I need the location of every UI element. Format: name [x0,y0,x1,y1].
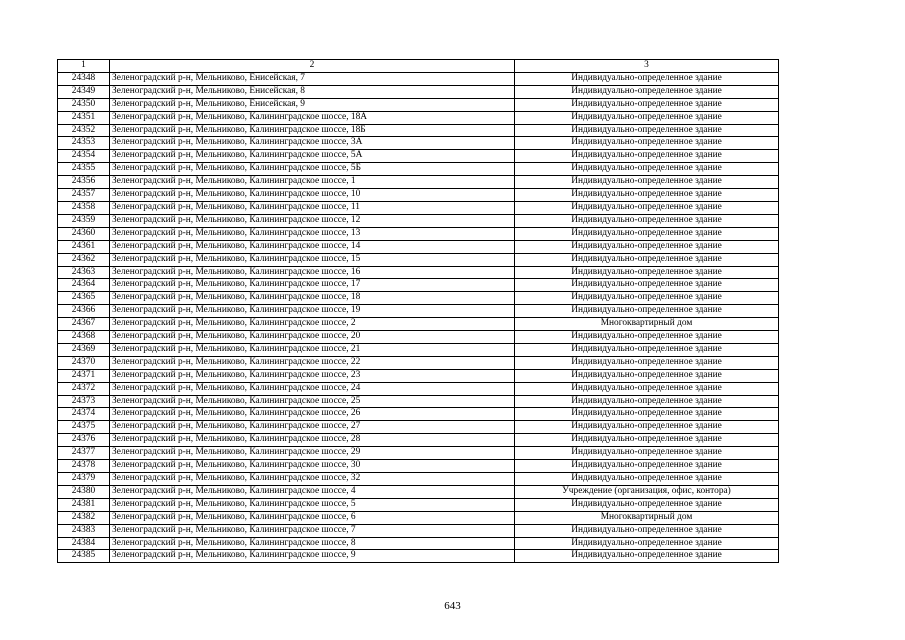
row-address: Зеленоградский р-н, Мельниково, Калининградское шоссе, 26 [110,408,515,421]
row-object-type: Индивидуально-определенное здание [515,240,779,253]
row-object-type: Индивидуально-определенное здание [515,434,779,447]
row-number: 24359 [58,214,110,227]
row-address: Зеленоградский р-н, Мельниково, Калининградское шоссе, 12 [110,214,515,227]
row-address: Зеленоградский р-н, Мельниково, Калининградское шоссе, 18 [110,292,515,305]
row-address: Зеленоградский р-н, Мельниково, Калининградское шоссе, 1 [110,176,515,189]
row-address: Зеленоградский р-н, Мельниково, Калининградское шоссе, 4 [110,485,515,498]
row-object-type: Индивидуально-определенное здание [515,305,779,318]
row-number: 24383 [58,524,110,537]
row-number: 24357 [58,189,110,202]
row-object-type: Индивидуально-определенное здание [515,292,779,305]
row-number: 24368 [58,331,110,344]
row-object-type: Индивидуально-определенное здание [515,124,779,137]
table-row [58,305,779,318]
row-object-type: Индивидуально-определенное здание [515,85,779,98]
row-object-type: Индивидуально-определенное здание [515,498,779,511]
table-row [58,201,779,214]
table-row [58,227,779,240]
registry-table [57,59,779,563]
table-row [58,176,779,189]
table-row [58,485,779,498]
row-object-type: Индивидуально-определенное здание [515,421,779,434]
table-row [58,524,779,537]
row-address: Зеленоградский р-н, Мельниково, Калининградское шоссе, 8 [110,537,515,550]
table-row [58,137,779,150]
row-object-type: Индивидуально-определенное здание [515,395,779,408]
row-address: Зеленоградский р-н, Мельниково, Калининградское шоссе, 10 [110,189,515,202]
row-object-type: Индивидуально-определенное здание [515,460,779,473]
row-number: 24363 [58,266,110,279]
row-number: 24378 [58,460,110,473]
row-object-type: Индивидуально-определенное здание [515,189,779,202]
row-object-type: Индивидуально-определенное здание [515,447,779,460]
row-object-type: Индивидуально-определенное здание [515,201,779,214]
row-number: 24353 [58,137,110,150]
row-number: 24360 [58,227,110,240]
row-object-type: Индивидуально-определенное здание [515,253,779,266]
row-number: 24369 [58,343,110,356]
row-object-type: Многоквартирный дом [515,318,779,331]
row-address: Зеленоградский р-н, Мельниково, Калининградское шоссе, 32 [110,473,515,486]
table-row [58,550,779,563]
row-number: 24361 [58,240,110,253]
table-body [58,72,779,562]
header-col-2: 2 [110,60,515,73]
table-header-row [58,60,779,73]
row-address: Зеленоградский р-н, Мельниково, Калининградское шоссе, 24 [110,382,515,395]
row-number: 24352 [58,124,110,137]
row-object-type: Индивидуально-определенное здание [515,227,779,240]
row-number: 24351 [58,111,110,124]
row-number: 24372 [58,382,110,395]
table-row [58,382,779,395]
row-address: Зеленоградский р-н, Мельниково, Калининградское шоссе, 21 [110,343,515,356]
table-row [58,511,779,524]
table-row [58,253,779,266]
row-address: Зеленоградский р-н, Мельниково, Калининградское шоссе, 25 [110,395,515,408]
row-object-type: Индивидуально-определенное здание [515,266,779,279]
row-address: Зеленоградский р-н, Мельниково, Калининградское шоссе, 20 [110,331,515,344]
row-object-type: Индивидуально-определенное здание [515,382,779,395]
row-address: Зеленоградский р-н, Мельниково, Калининградское шоссе, 5А [110,150,515,163]
row-address: Зеленоградский р-н, Мельниково, Калининградское шоссе, 19 [110,305,515,318]
table-row [58,124,779,137]
page-number: 643 [444,600,461,612]
row-address: Зеленоградский р-н, Мельниково, Калининградское шоссе, 14 [110,240,515,253]
row-address: Зеленоградский р-н, Мельниково, Калининградское шоссе, 5Б [110,163,515,176]
row-number: 24366 [58,305,110,318]
table-row [58,408,779,421]
row-number: 24379 [58,473,110,486]
table-row [58,343,779,356]
row-object-type: Индивидуально-определенное здание [515,176,779,189]
row-number: 24350 [58,98,110,111]
row-number: 24364 [58,279,110,292]
row-address: Зеленоградский р-н, Мельниково, Калининградское шоссе, 11 [110,201,515,214]
row-number: 24374 [58,408,110,421]
table-row [58,163,779,176]
table-row [58,214,779,227]
row-address: Зеленоградский р-н, Мельниково, Енисейская, 8 [110,85,515,98]
row-number: 24381 [58,498,110,511]
row-number: 24356 [58,176,110,189]
table-row [58,85,779,98]
row-object-type: Индивидуально-определенное здание [515,524,779,537]
row-object-type: Индивидуально-определенное здание [515,150,779,163]
row-object-type: Многоквартирный дом [515,511,779,524]
row-address: Зеленоградский р-н, Мельниково, Калининградское шоссе, 18А [110,111,515,124]
row-number: 24377 [58,447,110,460]
table-row [58,150,779,163]
row-address: Зеленоградский р-н, Мельниково, Калининградское шоссе, 15 [110,253,515,266]
row-number: 24373 [58,395,110,408]
table-row [58,318,779,331]
row-address: Зеленоградский р-н, Мельниково, Калининградское шоссе, 3А [110,137,515,150]
table-row [58,98,779,111]
table-row [58,356,779,369]
row-number: 24371 [58,369,110,382]
table-row [58,111,779,124]
row-object-type: Индивидуально-определенное здание [515,356,779,369]
row-address: Зеленоградский р-н, Мельниково, Калининградское шоссе, 29 [110,447,515,460]
row-object-type: Индивидуально-определенное здание [515,473,779,486]
table-row [58,189,779,202]
row-number: 24367 [58,318,110,331]
row-object-type: Индивидуально-определенное здание [515,408,779,421]
row-object-type: Индивидуально-определенное здание [515,111,779,124]
table-row [58,498,779,511]
table-row [58,421,779,434]
row-address: Зеленоградский р-н, Мельниково, Калининградское шоссе, 6 [110,511,515,524]
table-row [58,331,779,344]
row-object-type: Индивидуально-определенное здание [515,137,779,150]
row-number: 24362 [58,253,110,266]
row-address: Зеленоградский р-н, Мельниково, Енисейская, 7 [110,72,515,85]
row-object-type: Индивидуально-определенное здание [515,163,779,176]
table-row [58,369,779,382]
row-number: 24349 [58,85,110,98]
row-address: Зеленоградский р-н, Мельниково, Калининградское шоссе, 18Б [110,124,515,137]
row-address: Зеленоградский р-н, Мельниково, Енисейская, 9 [110,98,515,111]
table-row [58,460,779,473]
table-row [58,395,779,408]
row-number: 24375 [58,421,110,434]
row-number: 24376 [58,434,110,447]
row-number: 24370 [58,356,110,369]
header-col-1: 1 [58,60,110,73]
table-row [58,72,779,85]
table-row [58,266,779,279]
row-address: Зеленоградский р-н, Мельниково, Калининградское шоссе, 27 [110,421,515,434]
row-object-type: Индивидуально-определенное здание [515,72,779,85]
row-address: Зеленоградский р-н, Мельниково, Калининградское шоссе, 30 [110,460,515,473]
row-object-type: Индивидуально-определенное здание [515,550,779,563]
row-object-type: Индивидуально-определенное здание [515,537,779,550]
row-address: Зеленоградский р-н, Мельниково, Калининградское шоссе, 22 [110,356,515,369]
row-object-type: Индивидуально-определенное здание [515,214,779,227]
row-address: Зеленоградский р-н, Мельниково, Калининградское шоссе, 13 [110,227,515,240]
row-object-type: Индивидуально-определенное здание [515,369,779,382]
row-address: Зеленоградский р-н, Мельниково, Калининградское шоссе, 7 [110,524,515,537]
table-row [58,447,779,460]
row-number: 24380 [58,485,110,498]
row-address: Зеленоградский р-н, Мельниково, Калининградское шоссе, 17 [110,279,515,292]
row-number: 24348 [58,72,110,85]
table-row [58,537,779,550]
row-object-type: Учреждение (организация, офис, контора) [515,485,779,498]
row-object-type: Индивидуально-определенное здание [515,98,779,111]
row-object-type: Индивидуально-определенное здание [515,343,779,356]
row-number: 24382 [58,511,110,524]
row-number: 24358 [58,201,110,214]
row-address: Зеленоградский р-н, Мельниково, Калининградское шоссе, 2 [110,318,515,331]
row-address: Зеленоградский р-н, Мельниково, Калининградское шоссе, 28 [110,434,515,447]
row-number: 24384 [58,537,110,550]
header-col-3: 3 [515,60,779,73]
table-row [58,292,779,305]
table-row [58,473,779,486]
row-number: 24355 [58,163,110,176]
row-address: Зеленоградский р-н, Мельниково, Калининградское шоссе, 9 [110,550,515,563]
row-object-type: Индивидуально-определенное здание [515,279,779,292]
row-address: Зеленоградский р-н, Мельниково, Калининградское шоссе, 16 [110,266,515,279]
row-address: Зеленоградский р-н, Мельниково, Калининградское шоссе, 23 [110,369,515,382]
table-row [58,434,779,447]
row-address: Зеленоградский р-н, Мельниково, Калининградское шоссе, 5 [110,498,515,511]
row-number: 24365 [58,292,110,305]
row-number: 24354 [58,150,110,163]
row-object-type: Индивидуально-определенное здание [515,331,779,344]
table-row [58,240,779,253]
row-number: 24385 [58,550,110,563]
table-row [58,279,779,292]
